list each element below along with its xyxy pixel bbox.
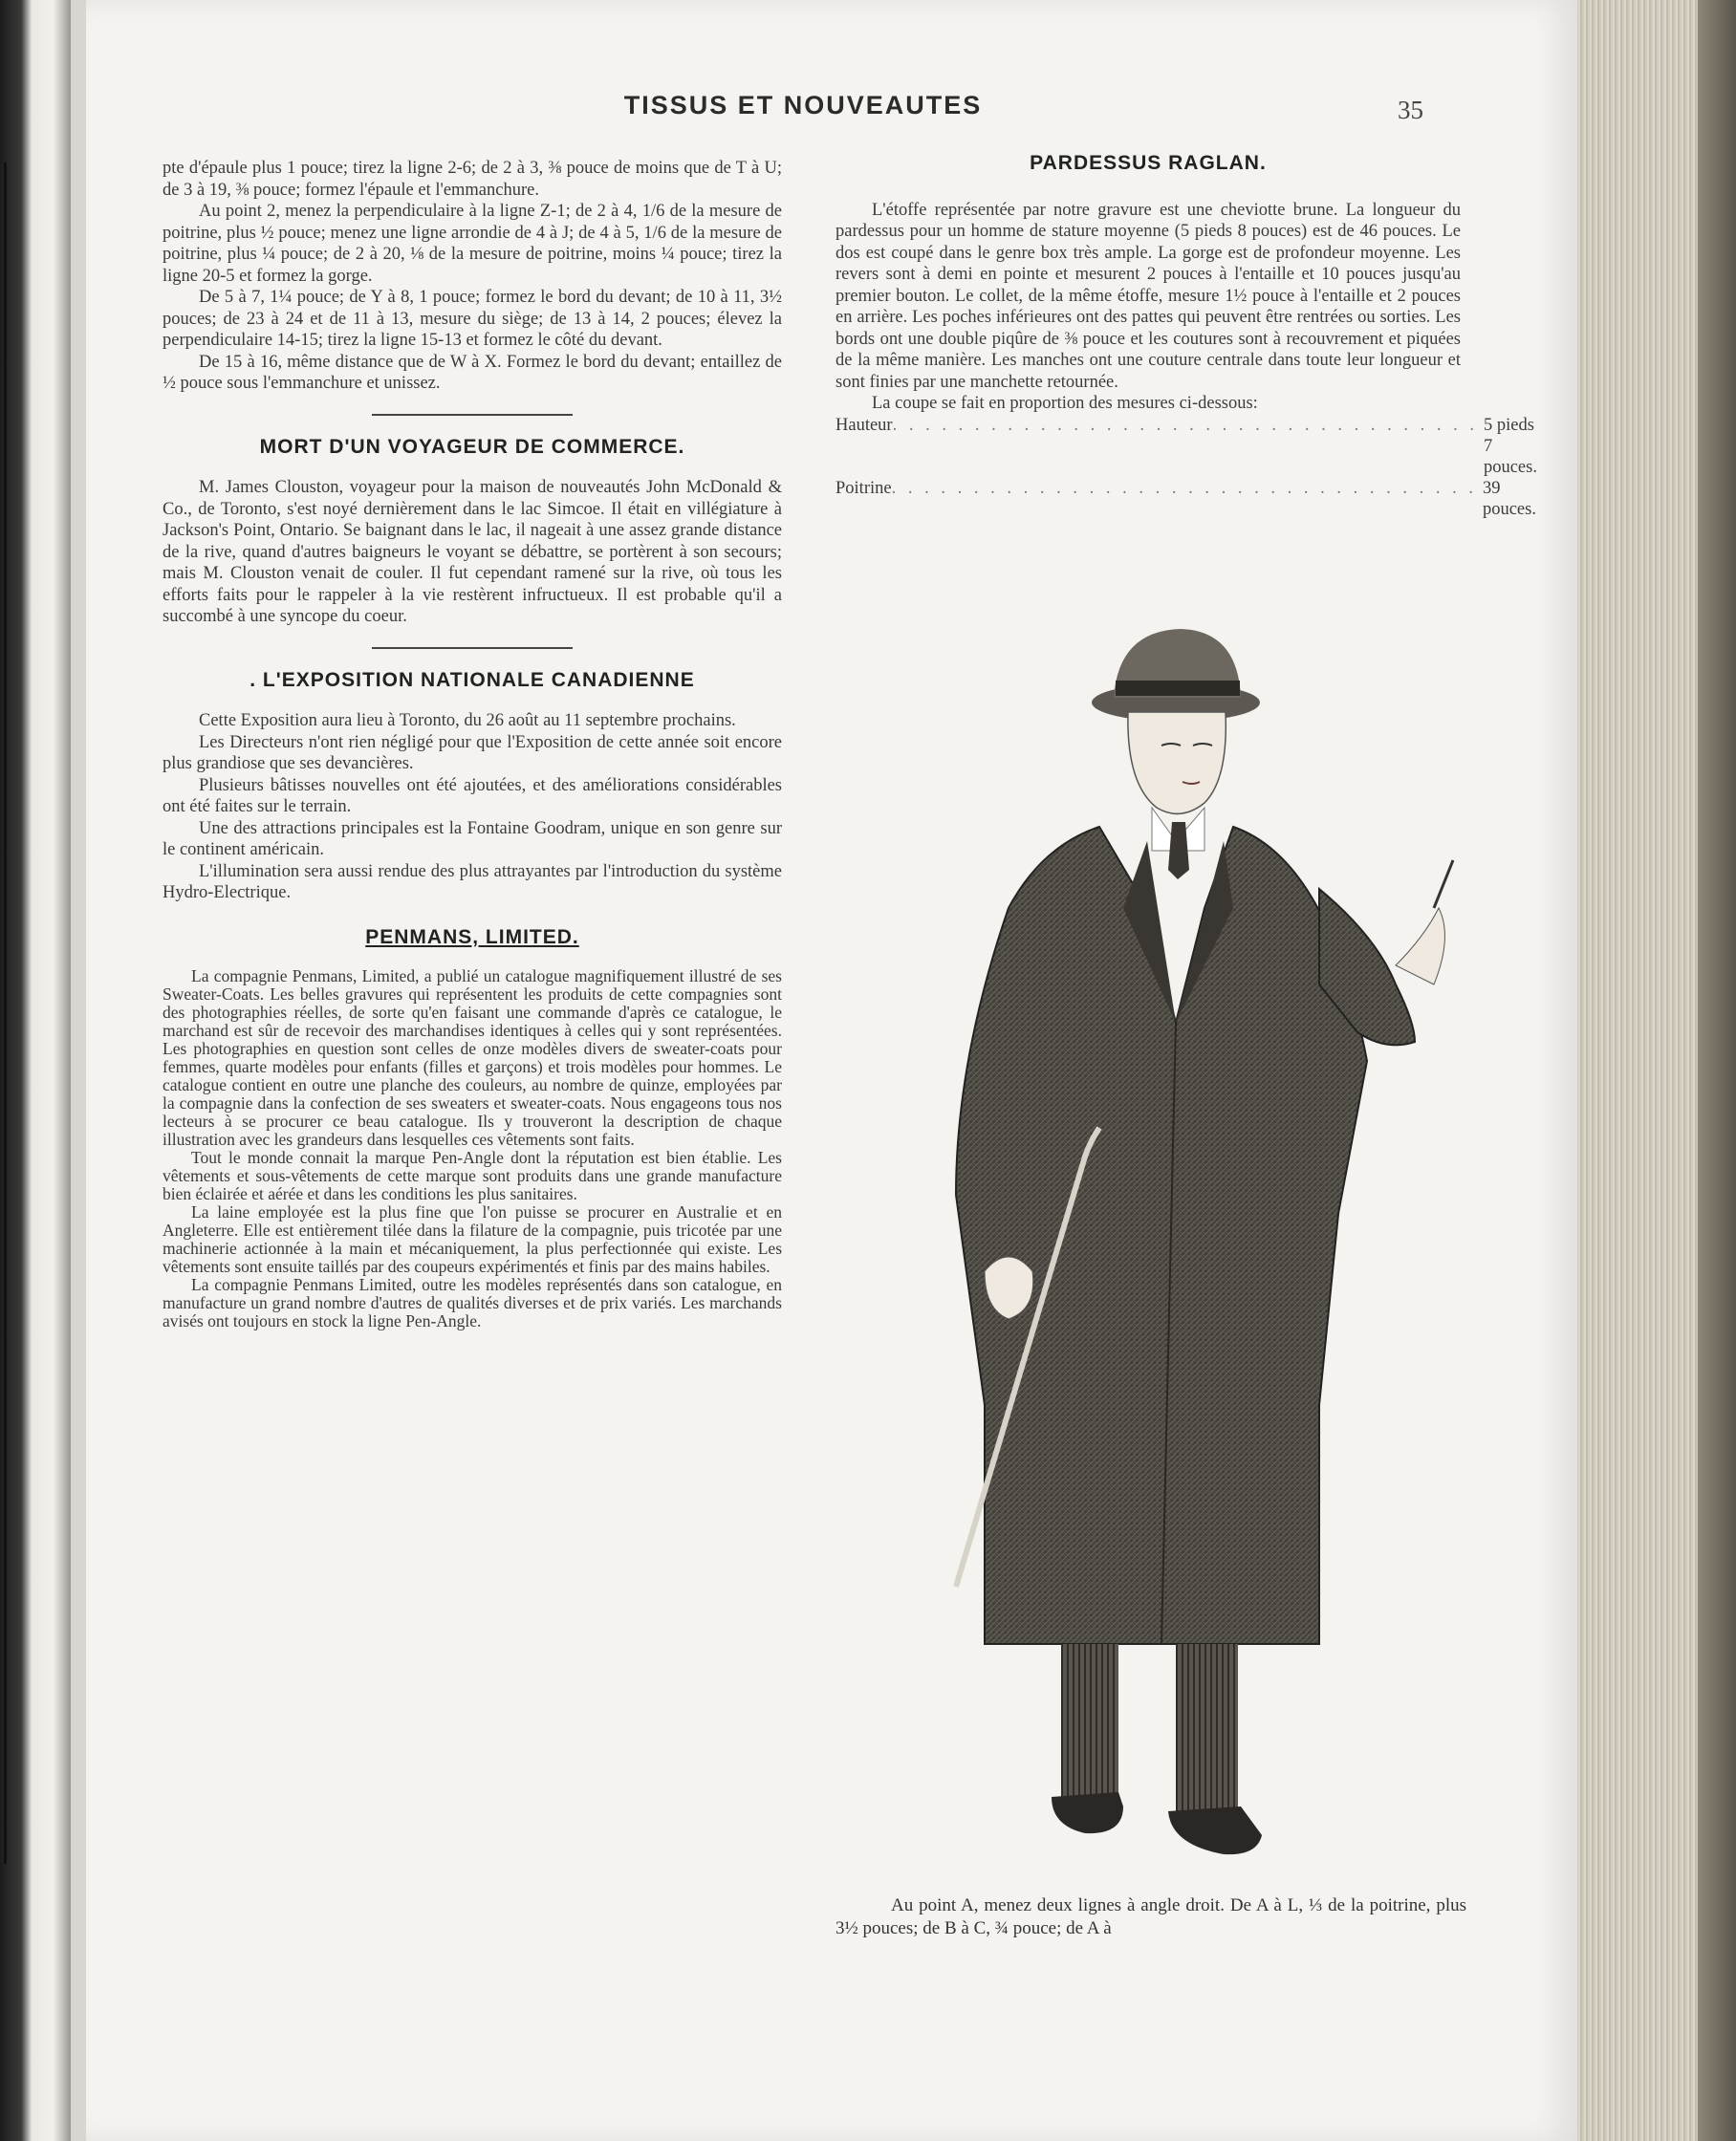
book-spine	[1698, 0, 1736, 2141]
penmans-paragraph: La laine employée est la plus fine que l'on puisse se procurer en Australie et en Angleterre. Elle est entièrement tilée dans la filature de la compagnie, puis tricotée par une machinerie actionnée à la main et mécaniquement, la plus perfectionnée qui existe. Les vêtements sont ensuite taillés par des coupeurs expérimentés et finis par des mains habiles.	[163, 1202, 782, 1276]
penmans-body	[163, 967, 782, 1330]
mort-title: MORT D'UN VOYAGEUR DE COMMERCE.	[259, 435, 685, 458]
hat	[1092, 629, 1260, 722]
measurement-row	[835, 415, 1537, 478]
measurement-value: 5 pieds 7 pouces.	[1483, 415, 1537, 477]
exposition-paragraph: Cette Exposition aura lieu à Toronto, du 26 août au 11 septembre prochains.	[199, 711, 736, 730]
page-header-title: TISSUS ET NOUVEAUTES	[623, 91, 983, 119]
penmans-paragraph: La compagnie Penmans Limited, outre les modèles représentés dans son catalogue, en manufacture un grand nombre d'autres de qualités diverses et de prix variés. Les marchands avisés ont toujours en stock la ligne Pen-Angle.	[163, 1275, 782, 1330]
measurement-label: Poitrine	[835, 478, 892, 498]
leader-dots: . . . . . . . . . . . . . . . . . . . . . . . . . . . . . . . . . . . .	[891, 478, 1477, 498]
exposition-paragraph: L'illumination sera aussi rendue des plus attrayantes par l'introduction du système Hydro-Electrique.	[163, 861, 782, 902]
left-trouser	[1061, 1644, 1118, 1797]
exposition-paragraph: Les Directeurs n'ont rien négligé pour que l'Exposition de cette année soit encore plus grandiose que ses devancières.	[163, 732, 782, 773]
left-column	[163, 158, 782, 1330]
left-shoe	[1052, 1792, 1123, 1833]
necktie	[1168, 822, 1189, 879]
cigarette	[1434, 860, 1453, 908]
penmans-title-text: PENMANS, LIMITED.	[365, 925, 579, 948]
measurement-row	[835, 478, 1536, 520]
caption-text: Au point A, menez deux lignes à angle droit. De A à L, ⅓ de la poitrine, plus 3½ pouces; de B à C, ¾ pouce; de A à	[835, 1895, 1466, 1938]
book-edge	[1577, 0, 1736, 2141]
face	[1128, 712, 1226, 813]
raglan-paragraph: La coupe se fait en proportion des mesures ci-dessous:	[872, 394, 1258, 413]
left-page-rule	[4, 162, 7, 1864]
intro-paragraph: De 5 à 7, 1¼ pouce; de Y à 8, 1 pouce; formez le bord du devant; de 10 à 11, 3½ pouces; de 23 à 24 et de 11 à 13, mesure du siège; de 13 à 14, 2 pouces; élevez la perpendiculaire 14-15; tirez la ligne 15-13 et formez le côté du devant.	[163, 288, 782, 350]
raised-hand	[1396, 908, 1444, 984]
exposition-paragraph: Plusieurs bâtisses nouvelles ont été ajoutées, et des améliorations considérables ont été faites sur le terrain.	[163, 775, 782, 816]
section-divider	[372, 414, 573, 416]
left-page-edge	[0, 0, 71, 2141]
measurement-label: Hauteur	[835, 415, 893, 435]
intro-paragraph: Au point 2, menez la perpendiculaire à la ligne Z-1; de 2 à 4, 1/6 de la mesure de poitrine, plus ½ pouce; menez une ligne arrondie de 4 à J; de 4 à 5, 1/6 de la mesure de poitrine, plus ¼ pouce; de 2 à 20, ⅛ de la mesure de poitrine, moins ¼ pouce; tirez la ligne 20-5 et formez la gorge.	[163, 202, 782, 286]
raglan-paragraph: L'étoffe représentée par notre gravure est une cheviotte brune. La longueur du pardessus pour un homme de stature moyenne (5 pieds 8 pouces) est de 46 pouces. Le dos est coupé dans le genre box très ample. La gorge est de profondeur moyenne. Les revers sont à demi en pointe et mesurent 2 pouces à l'entaille et 10 pouces jusqu'au premier bouton. Le collet, de la même étoffe, mesure 1½ pouce à l'entaille et 2 pouces en arrière. Les poches inférieures ont des pattes qui peuvent être rentrées ou sorties. Les bords ont une double piqûre de ⅜ pouce et les coutures sont à recouvrement et piquées de la même manière. Les manches ont une couture centrale dans toute leur longueur et sont finies par une manchette retournée.	[835, 200, 1461, 392]
section-divider	[372, 647, 573, 649]
spacer	[163, 904, 782, 927]
penmans-paragraph: Tout le monde connait la marque Pen-Angle dont la réputation est bien établie. Les vêtements et sous-vêtements de cette marque sont produits dans une grande manufacture bien éclairée et aérée et dans les conditions les plus sanitaires.	[163, 1148, 782, 1203]
caption	[835, 1894, 1466, 1940]
exposition-paragraph: Une des attractions principales est la Fontaine Goodram, unique en son genre sur le continent américain.	[163, 818, 782, 859]
penmans-title	[163, 927, 782, 949]
raglan-overcoat-illustration	[918, 621, 1510, 1892]
exposition-title: . L'EXPOSITION NATIONALE CANADIENNE	[250, 668, 695, 691]
intro-paragraph: De 15 à 16, même distance que de W à X. Formez le bord du devant; entaillez de ½ pouce sous l'emmanchure et unissez.	[163, 352, 782, 393]
measurement-value: 39 pouces.	[1482, 478, 1536, 519]
penmans-paragraph: La compagnie Penmans, Limited, a publié un catalogue magnifiquement illustré de ses Sweater-Coats. Les belles gravures qui représentent les produits de cette compagnies sont des photographies réelles, de sorte qu'en faisant une commande d'après ce catalogue, le marchand est sûr de recevoir des marchandises identiques à celles qui y sont représentées. Les photographies en question sont celles de onze modèles divers de sweater-coats pour femmes, quarte modèles pour enfants (filles et garçons) et trois modèles pour hommes. Le catalogue contient en outre une planche des couleurs, au nombre de quinze, employées par la compagnie dans la confection de ses sweaters et sweater-coats. Nous engageons tous nos lecteurs à se procurer ce beau catalogue. Ils y trouveront la description de chaque illustration avec les grandeurs dans lesquelles ces vêtements sont faits.	[163, 966, 782, 1149]
raglan-title: PARDESSUS RAGLAN.	[1030, 152, 1267, 174]
mort-paragraph: M. James Clouston, voyageur pour la maison de nouveautés John McDonald & Co., de Toronto, s'est noyé dernièrement dans le lac Simcoe. Il était en villégiature à Jackson's Point, Ontario. Se baignant dans le lac, il nageait à une assez grande distance de la rive, quand d'autres baigneurs le voyant se débattre, se portèrent à son secours; mais M. Clouston venait de couler. Il fut cependant ramené sur la rive, où tous les efforts faits pour le rappeler à la vie restèrent infructueux. Il est probable qu'il a succombé à une syncope du coeur.	[163, 478, 782, 626]
right-column	[835, 152, 1537, 520]
right-trouser	[1176, 1644, 1238, 1811]
leader-dots: . . . . . . . . . . . . . . . . . . . . . . . . . . . . . . . . . . . .	[892, 415, 1478, 435]
right-shoe	[1168, 1806, 1262, 1854]
page-number: 35	[1398, 96, 1423, 124]
intro-paragraph: pte d'épaule plus 1 pouce; tirez la ligne 2-6; de 2 à 3, ⅜ pouce de moins que de T à U; de 3 à 19, ⅜ pouce; formez l'épaule et l'emmanchure.	[163, 159, 782, 200]
